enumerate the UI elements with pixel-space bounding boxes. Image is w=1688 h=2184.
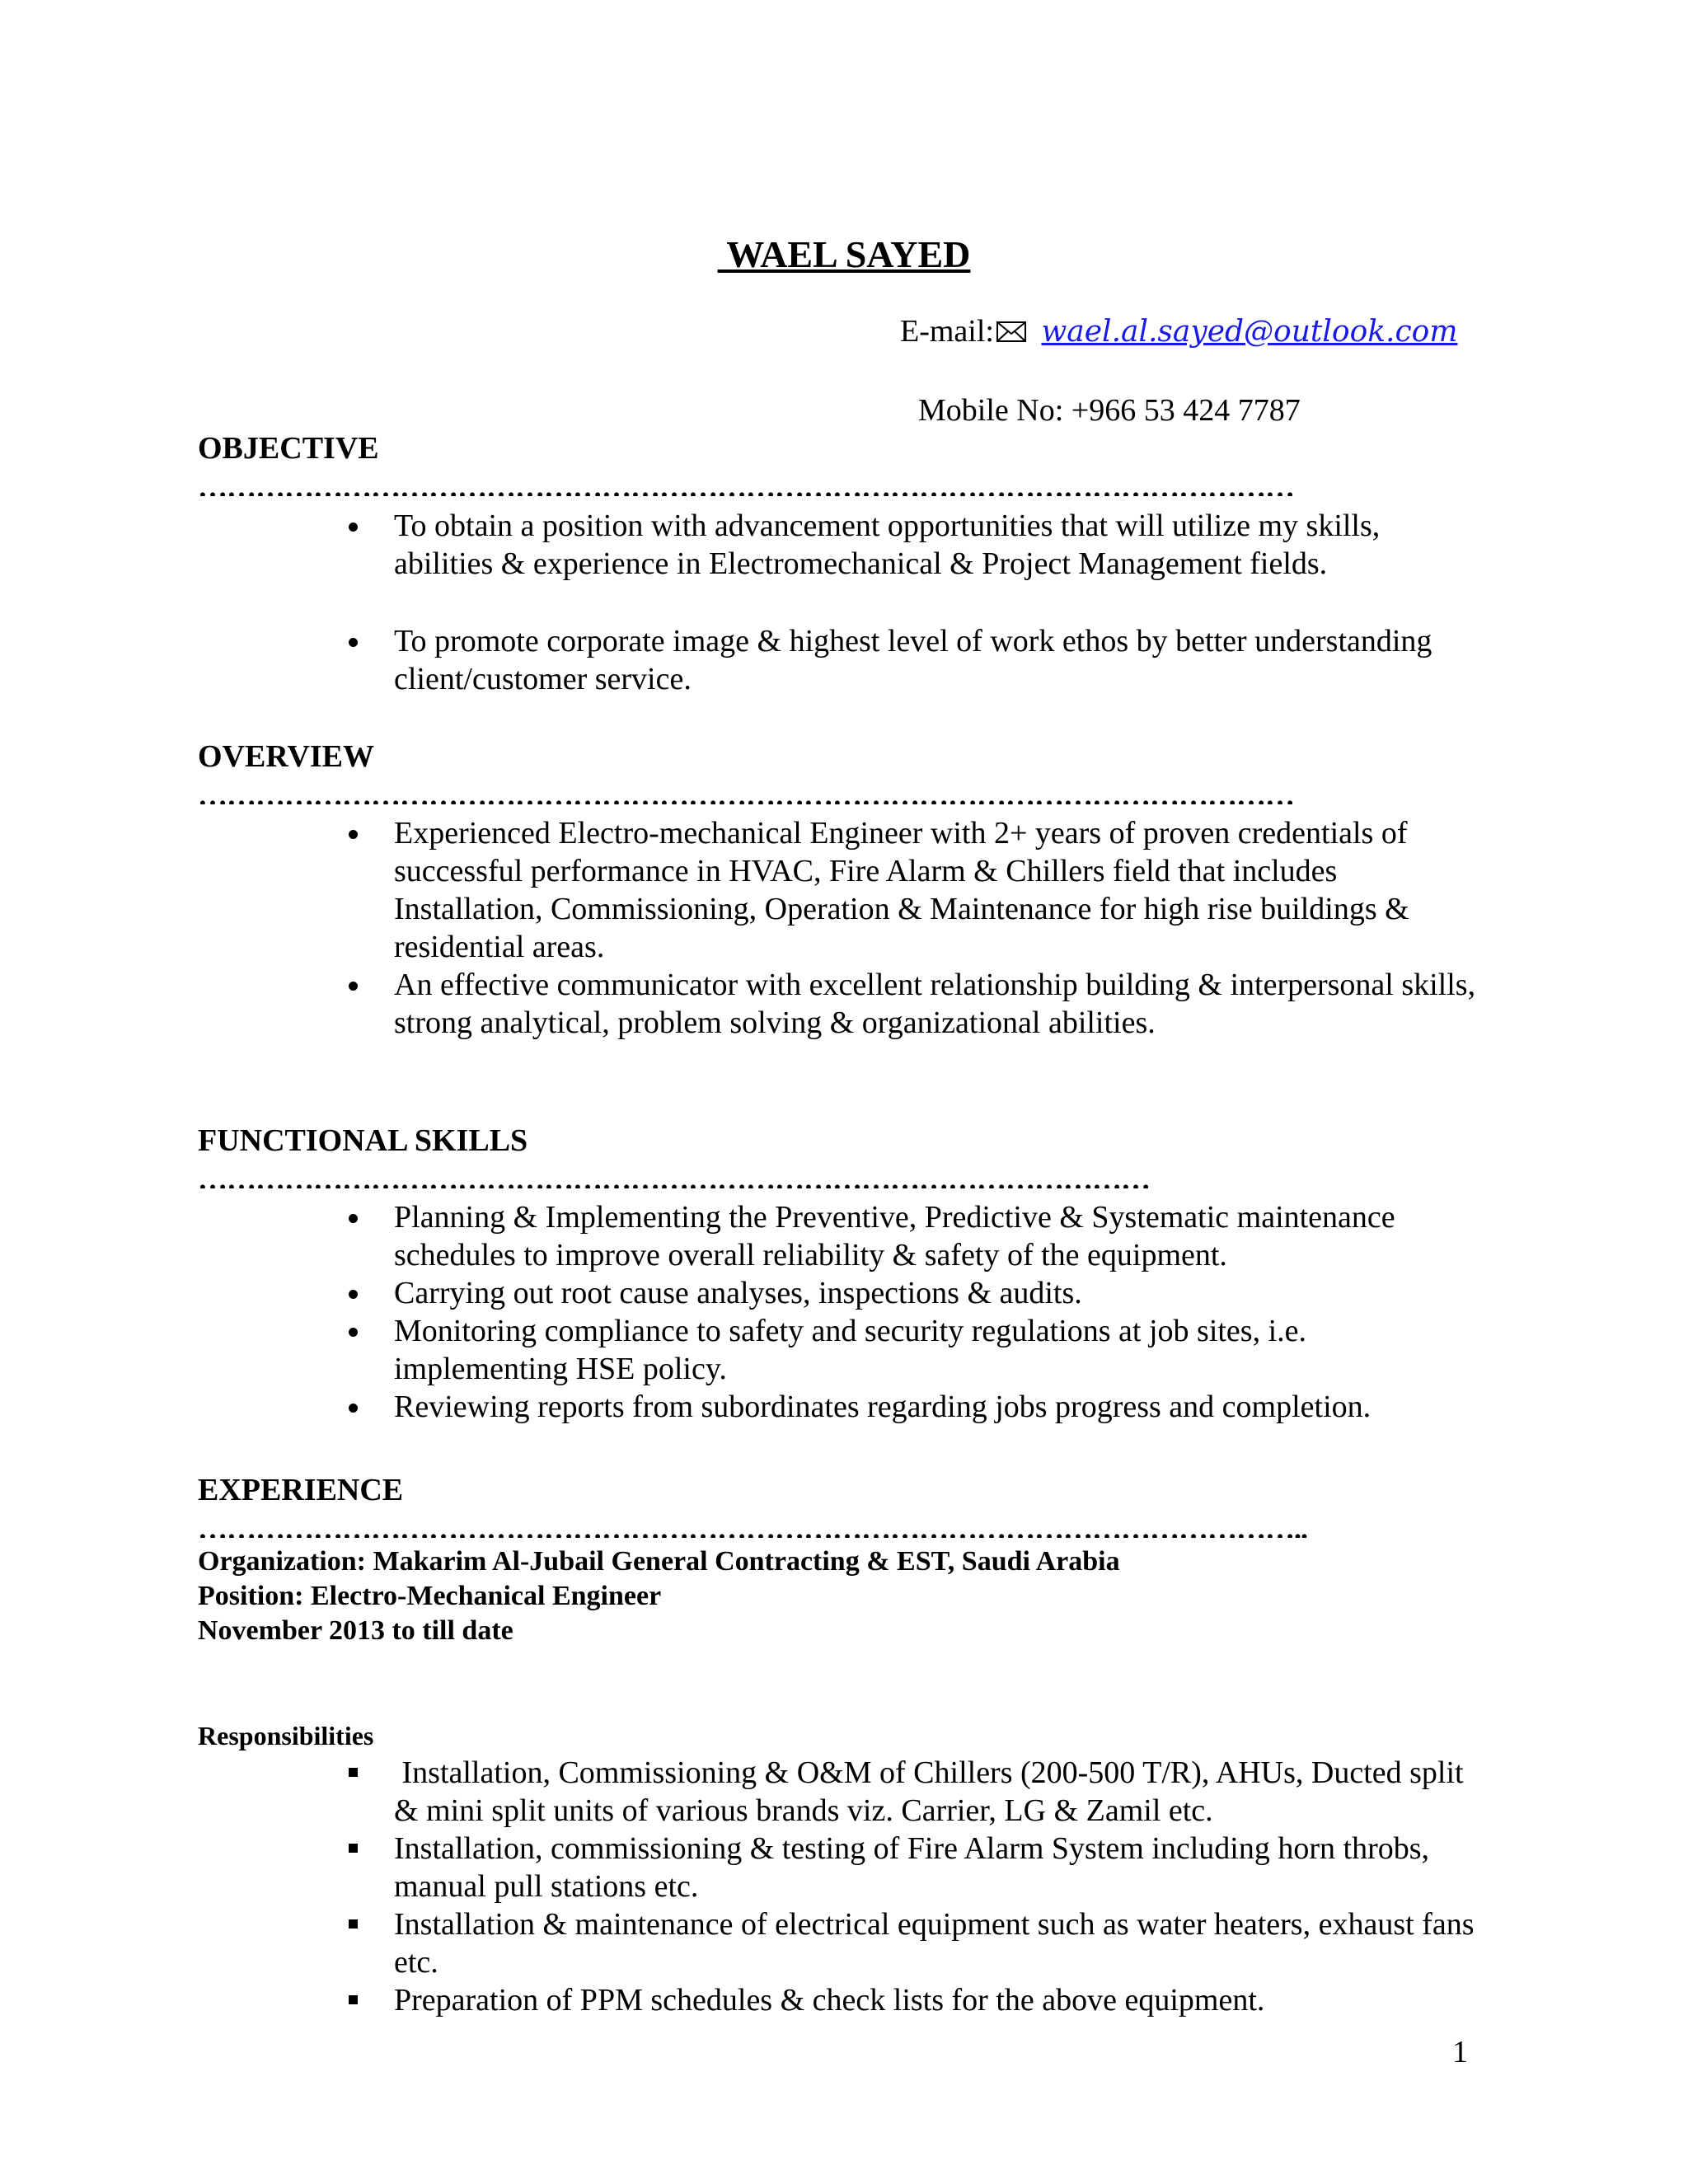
experience-divider: …………………………………………………………………………………………………….. [198, 1520, 1307, 1538]
objective-divider: …………………………………………………………………………………………………… [198, 478, 1294, 496]
organization: Organization: Makarim Al-Jubail General Contracting & EST, Saudi Arabia [198, 1546, 1120, 1577]
list-item: Planning & Implementing the Preventive, Predictive & Systematic maintenance schedules to improve overall reliability & safety of the equipment. [394, 1200, 1395, 1272]
list-item: Preparation of PPM schedules & check lists for the above equipment. [394, 1983, 1265, 2018]
list-item: Monitoring compliance to safety and security regulations at job sites, i.e. implementing HSE policy. [394, 1314, 1307, 1386]
responsibilities-list [0, 1754, 1482, 2019]
list-item: Installation, commissioning & testing of Fire Alarm System including horn throbs, manual pull stations etc. [394, 1831, 1430, 1904]
list-item: An effective communicator with excellent relationship building & interpersonal skills, strong analytical, problem solving & organizational abilities. [394, 968, 1476, 1040]
list-item: Installation & maintenance of electrical equipment such as water heaters, exhaust fans etc. [394, 1907, 1475, 1980]
overview-divider: …………………………………………………………………………………………………… [198, 786, 1294, 804]
functional-skills-divider: ……………………………………………………………………………………… [198, 1170, 1150, 1188]
list-item: Installation, Commissioning & O&M of Chillers (200-500 T/R), AHUs, Ducted split & mini split units of various brands viz. Carrier, LG & Zamil etc. [394, 1755, 1472, 1828]
objective-heading: OBJECTIVE [198, 431, 379, 466]
email-link[interactable]: wael.al.sayed@outlook.com [1041, 315, 1458, 349]
list-item: Reviewing reports from subordinates regarding jobs progress and completion. [394, 1390, 1372, 1424]
envelope-icon [996, 316, 1029, 353]
candidate-name: WAEL SAYED [717, 233, 971, 275]
experience-heading: EXPERIENCE [198, 1473, 404, 1507]
email-row [900, 313, 1457, 353]
page-number: 1 [1452, 2035, 1468, 2069]
functional-skills-heading: FUNCTIONAL SKILLS [198, 1123, 528, 1158]
overview-list [0, 814, 1482, 1042]
email-label: E-mail: [900, 314, 994, 349]
list-item: To promote corporate image & highest level of work ethos by better understanding client/customer service. [394, 624, 1432, 696]
functional-skills-list [0, 1198, 1482, 1426]
mobile-number: Mobile No: +966 53 424 7787 [918, 393, 1301, 428]
position: Position: Electro-Mechanical Engineer [198, 1581, 662, 1611]
responsibilities-heading: Responsibilities [198, 1721, 374, 1750]
overview-heading: OVERVIEW [198, 739, 375, 774]
list-item: Experienced Electro-mechanical Engineer with 2+ years of proven credentials of successful performance in HVAC, Fire Alarm & Chillers field that includes Installation, Commissioning, Operation & Maintenance for high rise buildings & residential areas. [394, 816, 1409, 964]
employment-dates: November 2013 to till date [198, 1615, 513, 1646]
objective-list [0, 507, 1482, 698]
list-item: To obtain a position with advancement opportunities that will utilize my skills, abilities & experience in Electromechanical & Project Management fields. [394, 509, 1381, 581]
list-item: Carrying out root cause analyses, inspections & audits. [394, 1276, 1082, 1310]
